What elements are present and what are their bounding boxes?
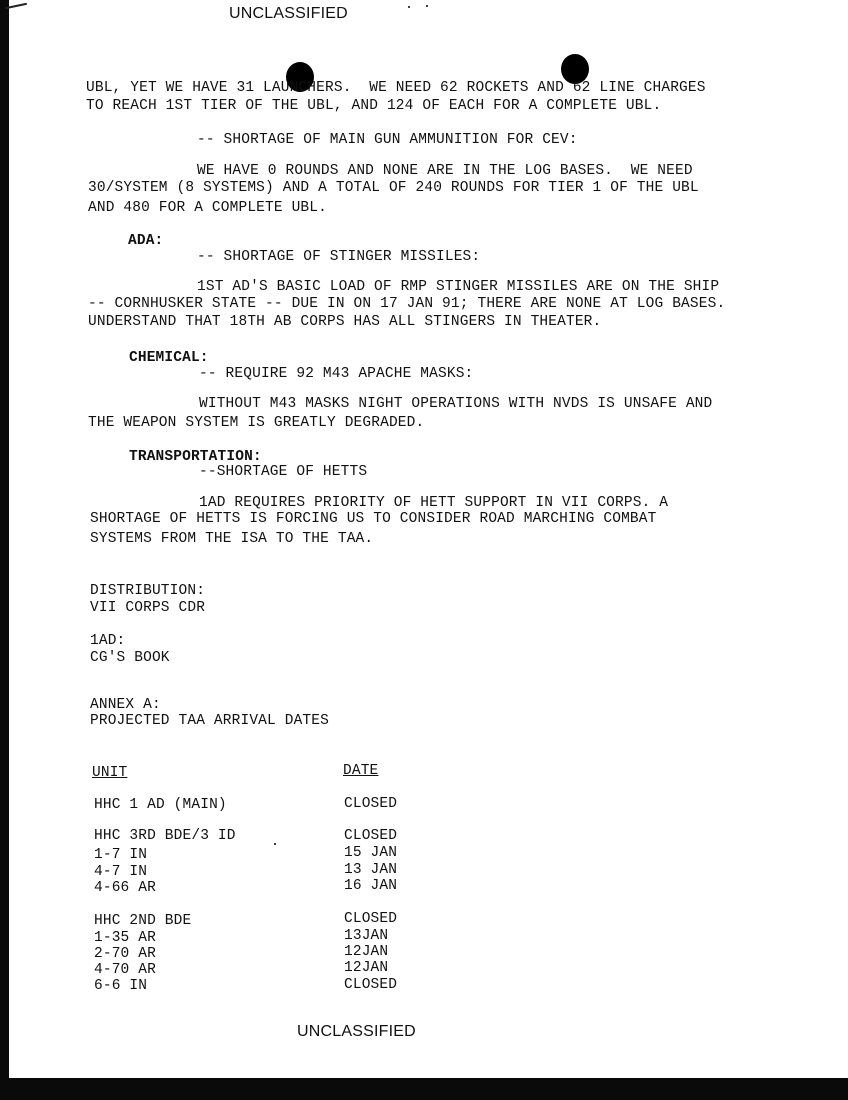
row-date: CLOSED [344, 828, 398, 844]
scan-edge-left [0, 0, 9, 1100]
ada-heading: -- SHORTAGE OF STINGER MISSILES: [197, 249, 481, 265]
row-date: 13JAN [344, 928, 389, 944]
ada-body-line: 1ST AD'S BASIC LOAD OF RMP STINGER MISSILES ARE ON THE SHIP [197, 279, 720, 295]
distribution-label: DISTRIBUTION: [90, 583, 206, 599]
row-date: 12JAN [344, 960, 389, 976]
row-date: 16 JAN [344, 878, 398, 894]
transportation-body-line: SYSTEMS FROM THE ISA TO THE TAA. [90, 531, 374, 547]
annex-label: ANNEX A: [90, 697, 161, 713]
row-date: CLOSED [344, 911, 398, 927]
cev-body-line: WE HAVE 0 ROUNDS AND NONE ARE IN THE LOG BASES. WE NEED [197, 163, 693, 179]
chemical-body-line: THE WEAPON SYSTEM IS GREATLY DEGRADED. [88, 415, 425, 431]
row-date: CLOSED [344, 977, 398, 993]
division-label: 1AD: [90, 633, 126, 649]
ada-label: ADA: [128, 233, 164, 249]
scan-speck [426, 5, 428, 7]
classification-header: UNCLASSIFIED [229, 5, 348, 22]
row-date: 12JAN [344, 944, 389, 960]
row-unit: 6-6 IN [94, 978, 148, 994]
ada-body-line: UNDERSTAND THAT 18TH AB CORPS HAS ALL STINGERS IN THEATER. [88, 314, 602, 330]
row-date: 15 JAN [344, 845, 398, 861]
table-header-unit: UNIT [92, 765, 128, 781]
distribution-value: VII CORPS CDR [90, 600, 206, 616]
row-unit: 4-7 IN [94, 864, 148, 880]
cev-body-line: AND 480 FOR A COMPLETE UBL. [88, 200, 327, 216]
transportation-heading: --SHORTAGE OF HETTS [199, 464, 368, 480]
scan-mark [5, 3, 31, 9]
chemical-body-line: WITHOUT M43 MASKS NIGHT OPERATIONS WITH NVDS IS UNSAFE AND [199, 396, 713, 412]
table-header-date: DATE [343, 763, 379, 779]
row-date: 13 JAN [344, 862, 398, 878]
ada-body-line: -- CORNHUSKER STATE -- DUE IN ON 17 JAN 91; THERE ARE NONE AT LOG BASES. [88, 296, 726, 312]
chemical-heading: -- REQUIRE 92 M43 APACHE MASKS: [199, 366, 474, 382]
scan-edge-bottom [0, 1078, 848, 1100]
transportation-body-line: SHORTAGE OF HETTS IS FORCING US TO CONSIDER ROAD MARCHING COMBAT [90, 511, 657, 527]
row-unit: HHC 2ND BDE [94, 913, 192, 929]
row-unit: 1-7 IN [94, 847, 148, 863]
row-unit: HHC 3RD BDE/3 ID [94, 828, 236, 844]
row-unit: 4-70 AR [94, 962, 156, 978]
row-unit: 2-70 AR [94, 946, 156, 962]
chemical-label: CHEMICAL: [129, 350, 209, 366]
row-unit: 4-66 AR [94, 880, 156, 896]
intro-line: TO REACH 1ST TIER OF THE UBL, AND 124 OF EACH FOR A COMPLETE UBL. [86, 98, 662, 114]
division-value: CG'S BOOK [90, 650, 170, 666]
intro-line: UBL, YET WE HAVE 31 LAUNCHERS. WE NEED 62 ROCKETS AND 62 LINE CHARGES [86, 80, 706, 96]
row-unit: HHC 1 AD (MAIN) [94, 797, 227, 813]
cev-heading: -- SHORTAGE OF MAIN GUN AMMUNITION FOR CEV: [197, 132, 578, 148]
scan-speck [274, 843, 276, 845]
classification-footer: UNCLASSIFIED [297, 1023, 416, 1040]
annex-title: PROJECTED TAA ARRIVAL DATES [90, 713, 329, 729]
cev-body-line: 30/SYSTEM (8 SYSTEMS) AND A TOTAL OF 240 ROUNDS FOR TIER 1 OF THE UBL [88, 180, 699, 196]
scan-speck [408, 6, 410, 8]
transportation-label: TRANSPORTATION: [129, 449, 262, 465]
row-date: CLOSED [344, 796, 398, 812]
row-unit: 1-35 AR [94, 930, 156, 946]
transportation-body-line: 1AD REQUIRES PRIORITY OF HETT SUPPORT IN VII CORPS. A [199, 495, 669, 511]
